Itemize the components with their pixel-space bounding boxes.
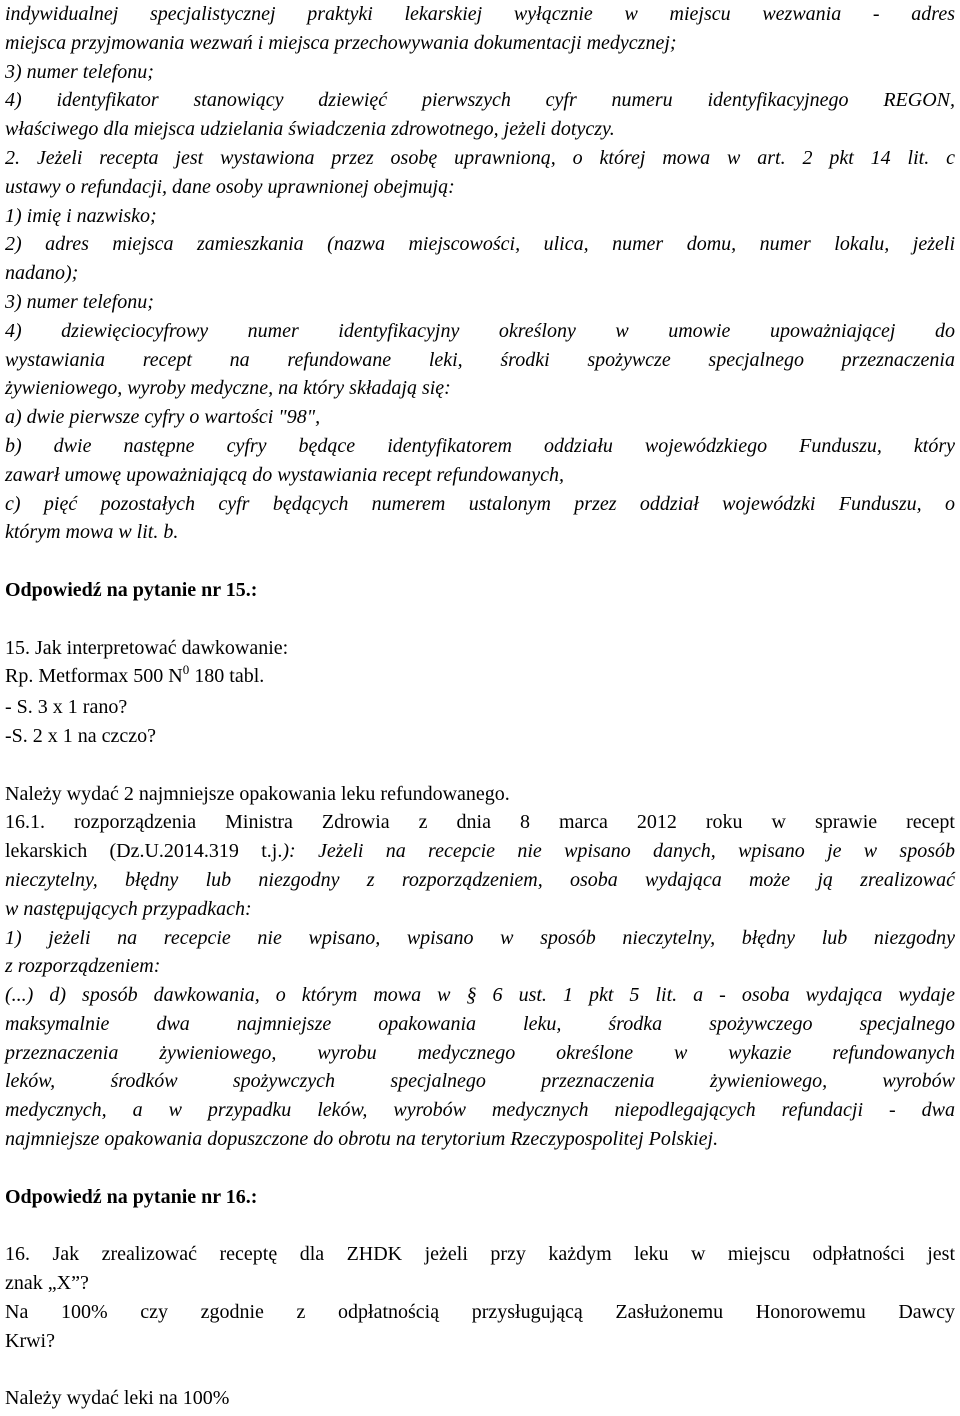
text-line: 16.1. rozporządzenia Ministra Zdrowia z dnia 8 marca 2012 roku w sprawie recept: [5, 811, 955, 834]
text-line: medycznych, a w przypadku leków, wyrobów medycznych niepodlegających refundacji - dwa: [5, 1099, 955, 1122]
answer-15-heading: Odpowiedź na pytanie nr 15.:: [5, 578, 258, 601]
question-16-text: Krwi?: [5, 1329, 55, 1352]
citation-quote: ): Jeżeli na recepcie nie wpisano danych, wpisano je w sposób: [282, 840, 956, 863]
text-line: indywidualnej specjalistycznej praktyki lekarskiej wyłącznie w miejscu wezwania - adres: [5, 3, 955, 25]
prescription-quantity: 180 tabl.: [189, 665, 265, 688]
text-line: 3) numer telefonu;: [5, 60, 154, 83]
regulation-excerpt: [5, 0, 955, 547]
text-line: 4) identyfikator stanowiący dziewięć pierwszych cyfr numeru identyfikacyjnego REGON,: [5, 89, 955, 112]
text-line: ustawy o refundacji, dane osoby uprawnionej obejmują:: [5, 175, 455, 198]
text-line: właściwego dla miejsca udzielania świadczenia zdrowotnego, jeżeli dotyczy.: [5, 118, 615, 141]
text-line: w następujących przypadkach:: [5, 897, 252, 920]
text-line: którym mowa w lit. b.: [5, 521, 179, 544]
prescription-superscript: 0: [182, 662, 190, 678]
text-line: żywieniowego, wyroby medyczne, na który składają się:: [5, 377, 451, 400]
text-line: nieczytelny, błędny lub niezgodny z rozporządzeniem, osoba wydająca może ją zrealizować: [5, 868, 955, 891]
text-line: najmniejsze opakowania dopuszczone do obrotu na terytorium Rzeczypospolitej Polskiej.: [5, 1128, 719, 1151]
question-16-text: Na 100% czy zgodnie z odpłatnością przysługującą Zasłużonemu Honorowemu Dawcy: [5, 1300, 955, 1323]
prescription-drug: Rp. Metformax 500 N: [5, 665, 183, 688]
text-line: maksymalnie dwa najmniejsze opakowania leku, środka spożywczego specjalnego: [5, 1012, 955, 1035]
text-line: nadano);: [5, 262, 79, 285]
text-line: zawarł umowę upoważniającą do wystawiania recept refundowanych,: [5, 463, 565, 486]
answer-16-heading: Odpowiedź na pytanie nr 16.:: [5, 1185, 258, 1208]
text-line: 4) dziewięciocyfrowy numer identyfikacyjny określony w umowie upoważniającej do: [5, 319, 955, 342]
text-line: 1) jeżeli na recepcie nie wpisano, wpisano w sposób nieczytelny, błędny lub niezgodny: [5, 926, 955, 949]
question-16-text: znak „X”?: [5, 1272, 89, 1295]
text-line: z rozporządzeniem:: [5, 955, 161, 978]
text-line: 2) adres miejsca zamieszkania (nazwa miejscowości, ulica, numer domu, numer lokalu, jeżeli: [5, 233, 955, 256]
answer-15-text: Należy wydać 2 najmniejsze opakowania leku refundowanego.: [5, 782, 510, 805]
question-16-text: 16. Jak zrealizować receptę dla ZHDK jeżeli przy każdym leku w miejscu odpłatności jest: [5, 1243, 955, 1266]
text-line: wystawiania recept na refundowane leki, środki spożywcze specjalnego przeznaczenia: [5, 348, 955, 371]
text-line: 3) numer telefonu;: [5, 290, 154, 313]
dosage-line: -S. 2 x 1 na czczo?: [5, 724, 157, 747]
citation: lekarskich (Dz.U.2014.319 t.j.: [5, 840, 283, 863]
question-15-text: 15. Jak interpretować dawkowanie:: [5, 636, 289, 659]
text-line: 1) imię i nazwisko;: [5, 204, 157, 227]
answer-16-text: Należy wydać leki na 100%: [5, 1387, 230, 1410]
text-line: b) dwie następne cyfry będące identyfikatorem oddziału wojewódzkiego Funduszu, który: [5, 434, 955, 457]
text-line: [5, 837, 955, 866]
text-line: leków, środków spożywczych specjalnego przeznaczenia żywieniowego, wyrobów: [5, 1070, 955, 1093]
text-line: (...) d) sposób dawkowania, o którym mowa w § 6 ust. 1 pkt 5 lit. a - osoba wydająca wydaje: [5, 984, 955, 1007]
prescription-line: [5, 662, 955, 693]
document-page: [5, 0, 955, 1413]
text-line: 2. Jeżeli recepta jest wystawiona przez osobę uprawnioną, o której mowa w art. 2 pkt 14 lit. c: [5, 146, 955, 169]
text-line: przeznaczenia żywieniowego, wyrobu medycznego określone w wykazie refundowanych: [5, 1041, 955, 1064]
text-line: a) dwie pierwsze cyfry o wartości "98",: [5, 406, 321, 429]
dosage-line: - S. 3 x 1 rano?: [5, 696, 128, 719]
regulation-quote: [5, 866, 955, 1154]
text-line: c) pięć pozostałych cyfr będących numerem ustalonym przez oddział wojewódzki Funduszu, o: [5, 492, 955, 515]
text-line: miejsca przyjmowania wezwań i miejsca przechowywania dokumentacji medycznej;: [5, 31, 677, 54]
